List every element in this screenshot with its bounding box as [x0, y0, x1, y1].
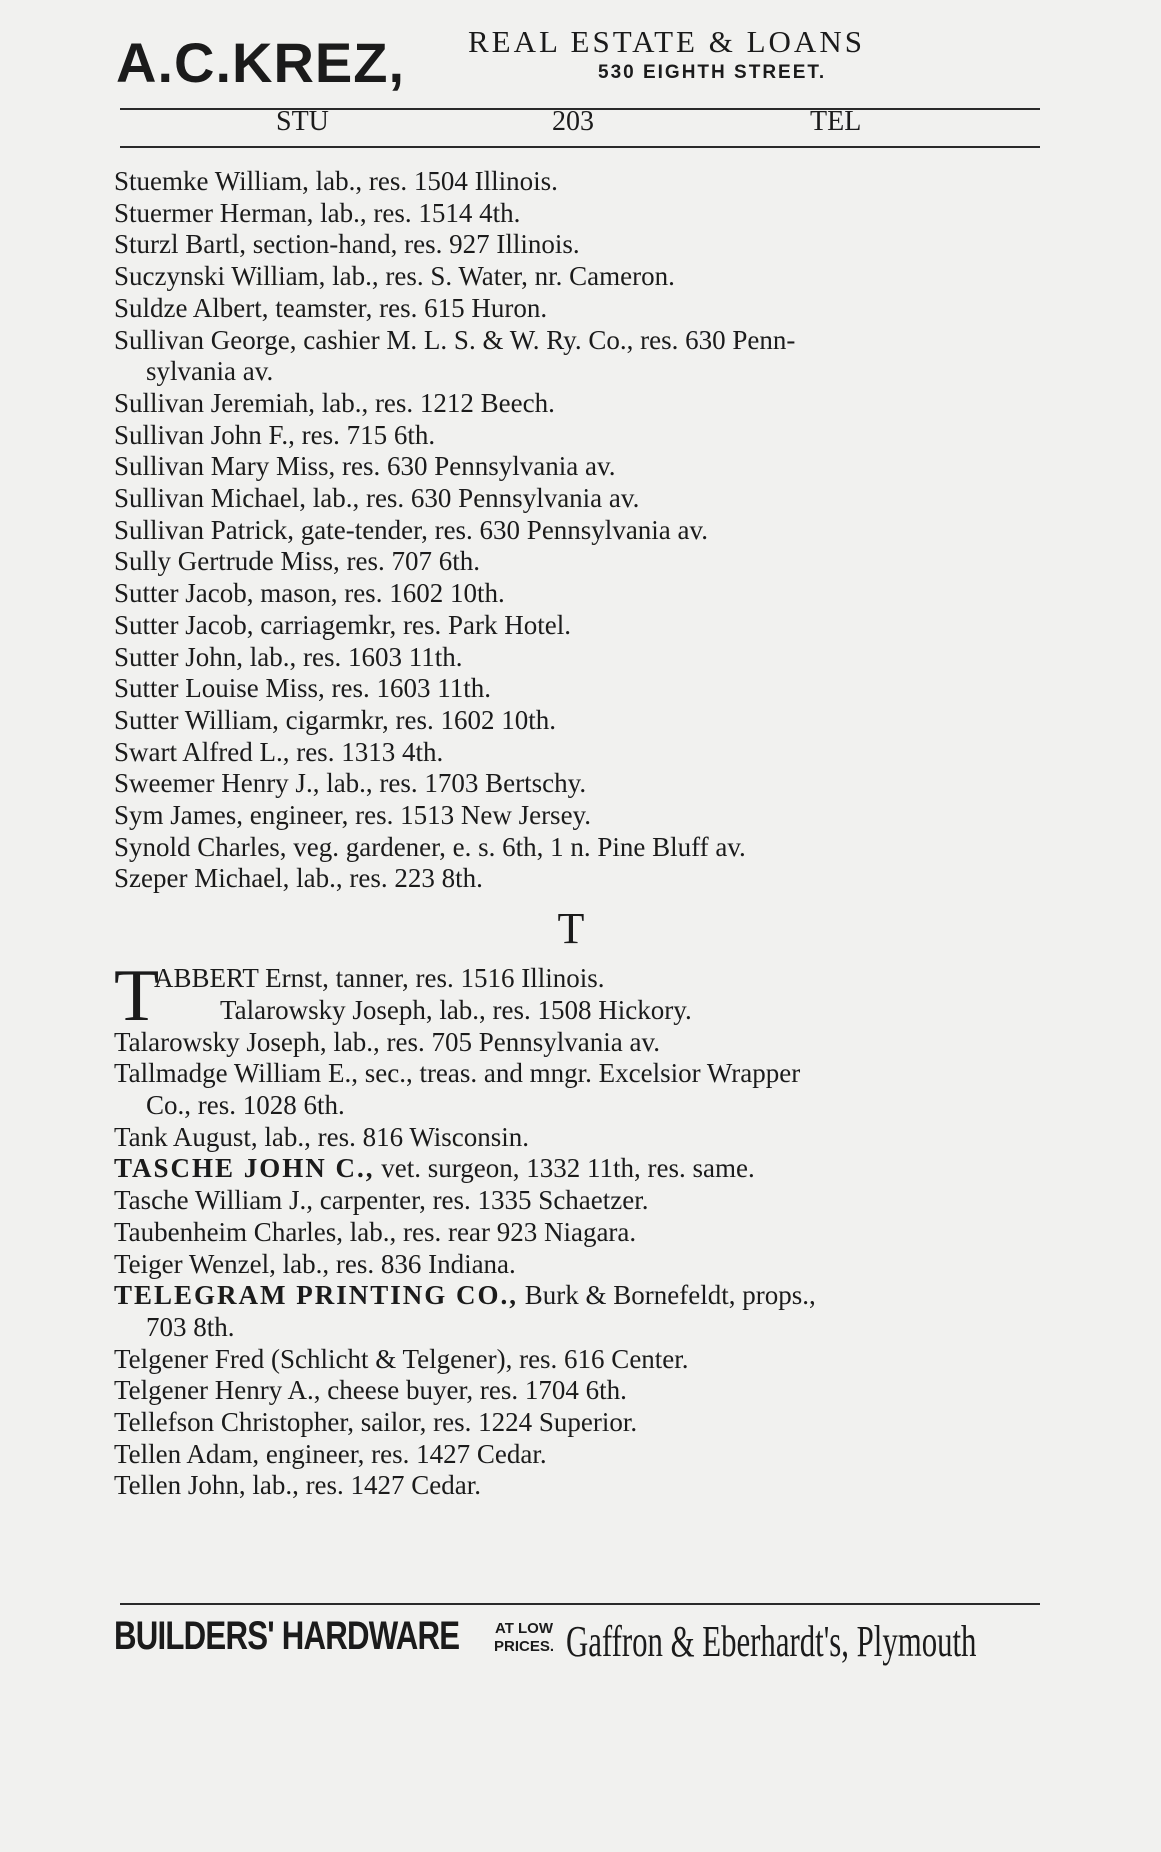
list-item: Tellen Adam, engineer, res. 1427 Cedar.	[114, 1438, 547, 1469]
footer-rule	[120, 1603, 1040, 1605]
list-item: Suczynski William, lab., res. S. Water, nr. Cameron.	[114, 261, 675, 292]
list-item: Sullivan Michael, lab., res. 630 Pennsylvania av.	[114, 483, 640, 514]
list-item: Sullivan John F., res. 715 6th.	[114, 419, 436, 450]
list-item: Sullivan George, cashier M. L. S. & W. Ry. Co., res. 630 Penn-	[114, 324, 796, 355]
list-item	[114, 1153, 1046, 1185]
list-item: Tellen John, lab., res. 1427 Cedar.	[114, 1470, 482, 1501]
list-item-name-bold: TELEGRAM PRINTING CO.,	[114, 1280, 519, 1311]
list-item: Stuemke William, lab., res. 1504 Illinois.	[114, 166, 558, 196]
list-item-text: ABBERT Ernst, tanner, res. 1516 Illinois.	[154, 963, 605, 994]
list-item-continuation: sylvania av.	[146, 356, 274, 387]
list-item-continuation: Co., res. 1028 6th.	[146, 1089, 345, 1120]
list-item: Talarowsky Joseph, lab., res. 1508 Hickory.	[220, 994, 692, 1025]
list-item	[114, 1280, 1046, 1312]
top-advertisement	[116, 24, 1046, 104]
list-item: Sym James, engineer, res. 1513 New Jersey.	[114, 800, 592, 831]
ad-small-line-2: PRICES.	[493, 1638, 554, 1655]
list-item-continuation: 703 8th.	[146, 1311, 235, 1342]
list-item-name-bold: TASCHE JOHN C.,	[114, 1153, 375, 1184]
running-head	[120, 106, 1040, 146]
list-item: Sullivan Patrick, gate-tender, res. 630 Pennsylvania av.	[114, 514, 709, 545]
list-item: Tallmadge William E., sec., treas. and mngr. Excelsior Wrapper	[114, 1058, 801, 1089]
list-item: Sutter William, cigarmkr, res. 1602 10th.	[114, 704, 557, 735]
list-item: Teiger Wenzel, lab., res. 836 Indiana.	[114, 1248, 516, 1279]
ad-small-line-1: AT LOW	[494, 1620, 554, 1637]
directory-listing	[114, 166, 1046, 1502]
list-item-text: Burk & Bornefeldt, props.,	[518, 1280, 816, 1311]
list-item: Tellefson Christopher, sailor, res. 1224 Superior.	[114, 1407, 638, 1438]
list-item: Szeper Michael, lab., res. 223 8th.	[114, 863, 483, 894]
ad-address: 530 EIGHTH STREET.	[598, 62, 827, 83]
ad-krez-name: A.C.KREZ,	[116, 31, 405, 94]
list-item: Telgener Henry A., cheese buyer, res. 1704 6th.	[114, 1375, 627, 1406]
header-rule	[120, 146, 1040, 148]
list-item: Sullivan Jeremiah, lab., res. 1212 Beech.	[114, 387, 555, 418]
list-item: Talarowsky Joseph, lab., res. 705 Pennsylvania av.	[114, 1026, 660, 1057]
list-item: Sutter John, lab., res. 1603 11th.	[114, 641, 463, 672]
list-item: Sutter Jacob, mason, res. 1602 10th.	[114, 578, 505, 609]
drop-cap: T	[114, 955, 160, 1038]
page-number: 203	[552, 106, 594, 137]
list-item: Sweemer Henry J., lab., res. 1703 Bertschy.	[114, 768, 587, 799]
list-item: Sturzl Bartl, section-hand, res. 927 Illinois.	[114, 229, 580, 260]
running-head-right: TEL	[810, 106, 862, 137]
bottom-advertisement	[114, 1614, 1046, 1674]
list-item-text: vet. surgeon, 1332 11th, res. same.	[374, 1153, 755, 1184]
ad-shop-name: Gaffron & Eberhardt's, Plymouth	[566, 1617, 977, 1666]
list-item: Sully Gertrude Miss, res. 707 6th.	[114, 546, 480, 577]
list-item: Taubenheim Charles, lab., res. rear 923 Niagara.	[114, 1216, 637, 1247]
ad-builders-hardware: BUILDERS' HARDWARE	[114, 1614, 460, 1658]
list-item: Swart Alfred L., res. 1313 4th.	[114, 736, 444, 767]
section-letter: T	[557, 904, 585, 954]
list-item: Telgener Fred (Schlicht & Telgener), res. 616 Center.	[114, 1343, 689, 1374]
list-item: Stuermer Herman, lab., res. 1514 4th.	[114, 197, 521, 228]
list-item: Sutter Louise Miss, res. 1603 11th.	[114, 673, 491, 704]
list-item: Sutter Jacob, carriagemkr, res. Park Hotel.	[114, 609, 572, 640]
list-item: Synold Charles, veg. gardener, e. s. 6th, 1 n. Pine Bluff av.	[114, 831, 746, 862]
ad-real-estate-line: REAL ESTATE & LOANS	[468, 24, 865, 59]
running-head-left: STU	[276, 106, 329, 137]
list-item: Suldze Albert, teamster, res. 615 Huron.	[114, 292, 548, 323]
list-item: Tank August, lab., res. 816 Wisconsin.	[114, 1121, 529, 1152]
list-item: Tasche William J., carpenter, res. 1335 Schaetzer.	[114, 1185, 649, 1216]
ad-low-prices	[486, 1620, 562, 1656]
list-item: Sullivan Mary Miss, res. 630 Pennsylvania av.	[114, 451, 616, 482]
